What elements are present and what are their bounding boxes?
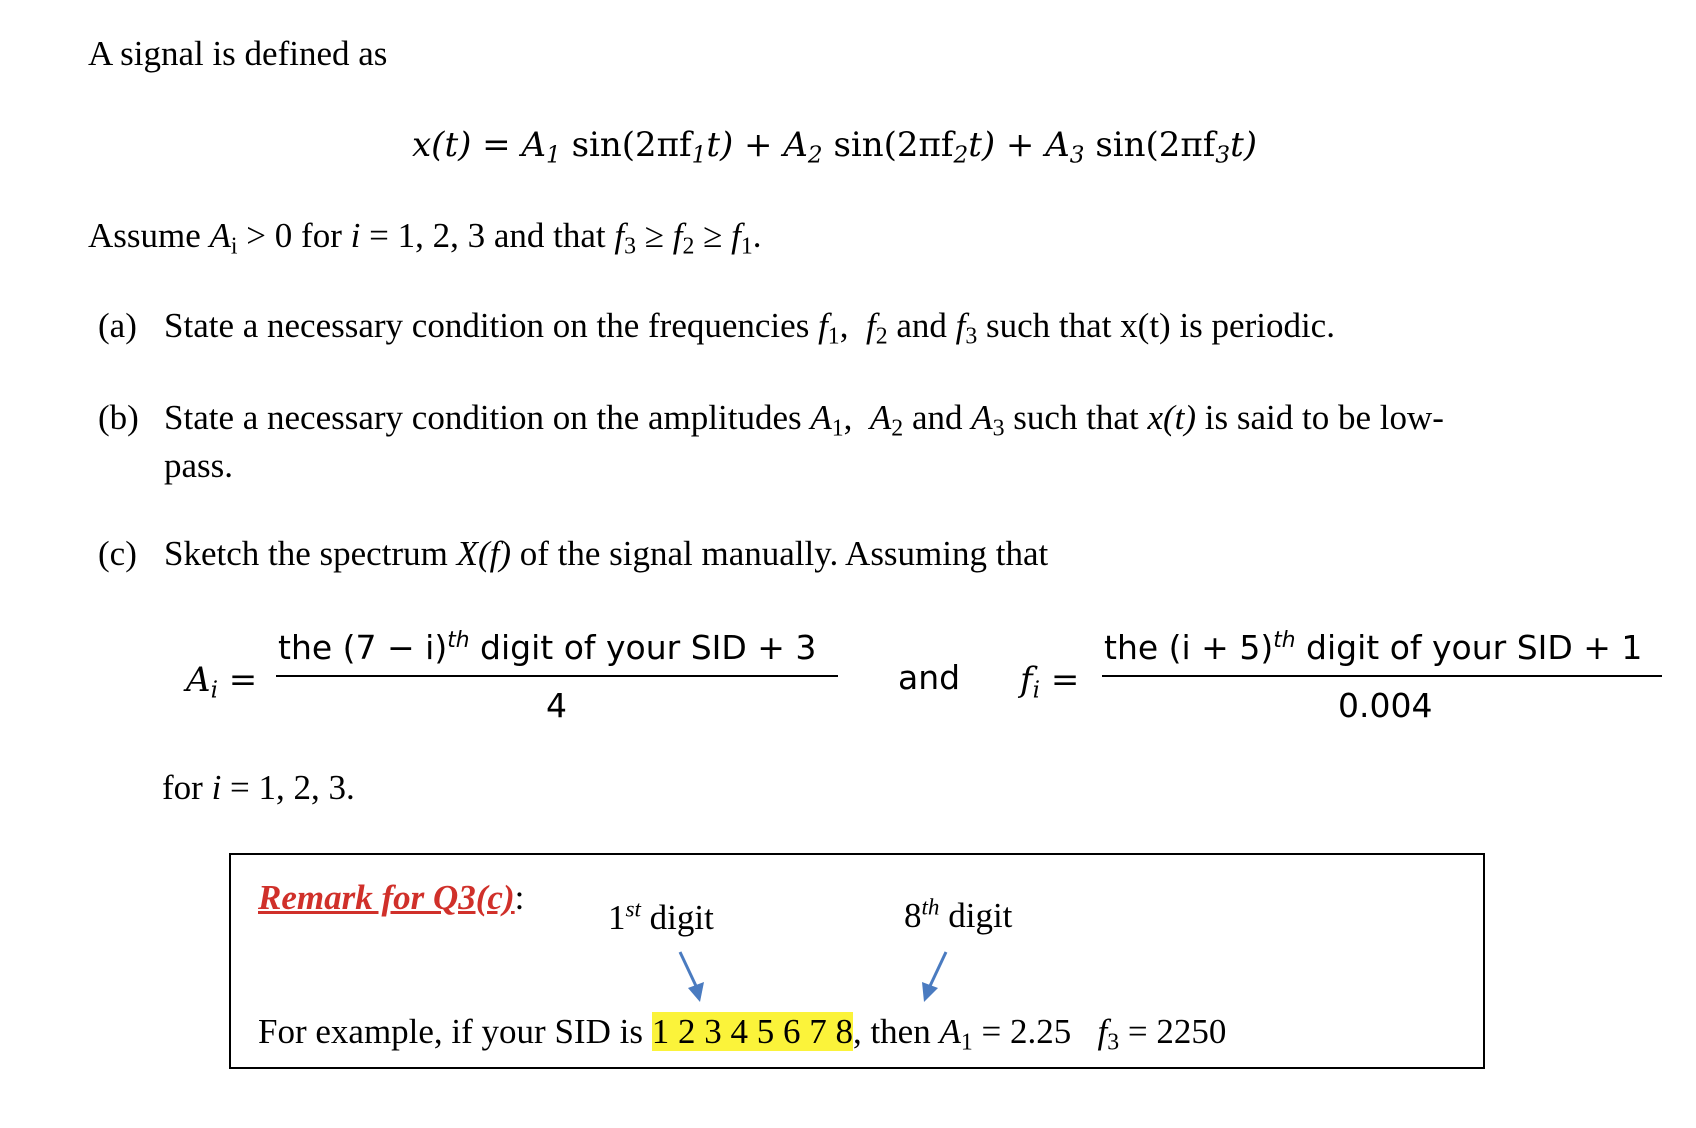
example-line: For example, if your SID is 1 2 3 4 5 6 7 8, then $A_1 = 2.25$ $f_3 = 2250$ <box>258 1012 1227 1056</box>
first-digit-arrow-icon <box>672 948 712 1004</box>
part-a-text: State a necessary condition on the frequencies $f_1$, $f_2$ and $f_3$ such that x(t) is periodic. <box>164 306 1335 350</box>
sid-highlight: 1 2 3 4 5 6 7 8 <box>651 1012 853 1051</box>
part-a-label: (a) <box>98 306 137 345</box>
formula-a-fraction-bar <box>276 675 838 677</box>
part-b-text: State a necessary condition on the amplitudes $A_1$, $A_2$ and $A_3$ such that x(t) is said to be low- <box>164 398 1444 442</box>
formula-a-lhs: $A_i$ = <box>186 660 258 704</box>
for-i-line: for i = 1, 2, 3. <box>162 768 355 807</box>
formula-f-fraction-bar <box>1102 675 1662 677</box>
part-b-text-line2: pass. <box>164 446 234 485</box>
formula-a-denominator: 4 <box>546 686 567 725</box>
part-c-text: Sketch the spectrum X(f) of the signal manually. Assuming that <box>164 534 1049 573</box>
remark-title-text: Remark for Q3(c) <box>258 878 515 917</box>
first-digit-label: 1st digit <box>608 895 714 937</box>
remark-title: Remark for Q3(c): <box>258 878 525 917</box>
formula-a-numerator: the $(7 - i)^{th}$ digit of your SID + 3 <box>278 628 817 667</box>
assumption-line: Assume $A_i > 0$ for i = 1, 2, 3 and that $f_3 \ge f_2 \ge f_1$. <box>88 216 762 260</box>
eighth-digit-label: 8th digit <box>904 893 1013 935</box>
part-c-label: (c) <box>98 534 137 573</box>
eighth-digit-arrow-icon <box>914 948 954 1004</box>
formula-f-lhs: $f_i$ = <box>1020 660 1080 704</box>
formula-and: and <box>898 658 961 697</box>
formula-f-denominator: 0.004 <box>1338 686 1433 725</box>
signal-equation: $x(t) = A_1$ $\sin(2\pi f_1t) + A_2$ $\sin(2\pi f_2t) + A_3$ $\sin(2\pi f_3t)$ <box>412 125 1257 169</box>
formula-f-numerator: the $(i + 5)^{th}$ digit of your SID + 1 <box>1104 628 1643 667</box>
part-b-label: (b) <box>98 398 139 437</box>
intro-text: A signal is defined as <box>88 34 388 73</box>
